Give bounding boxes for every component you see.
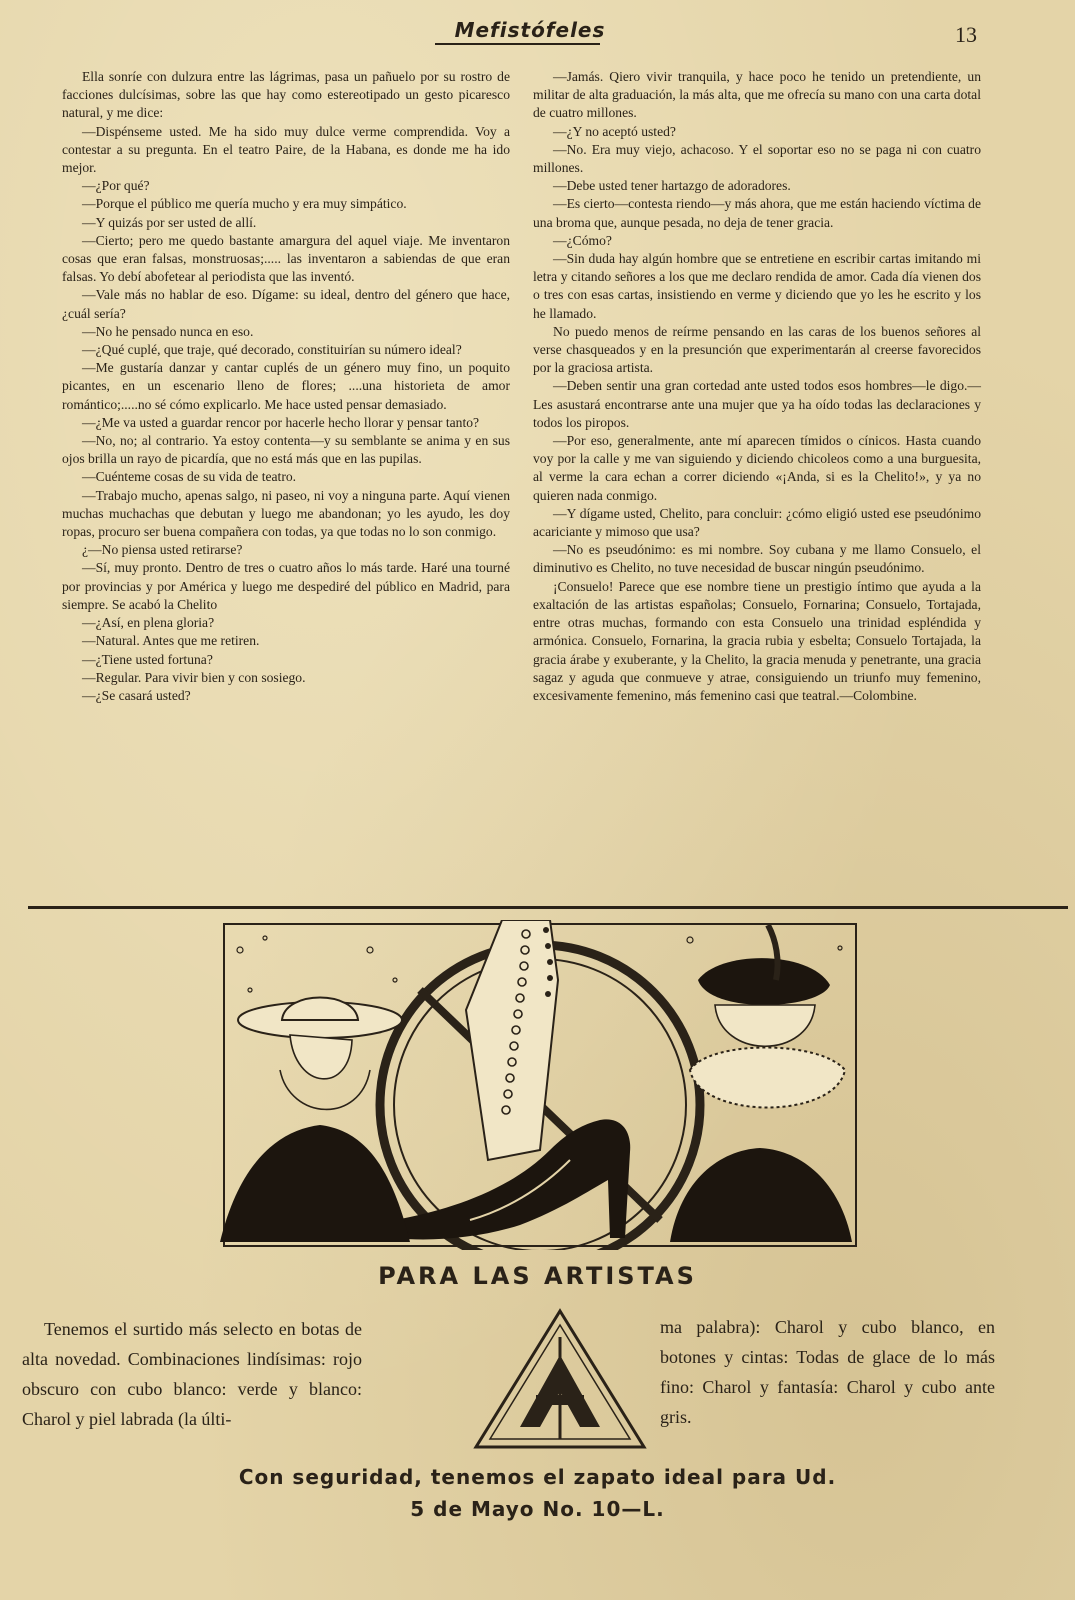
article-column-right: [533, 68, 981, 705]
article-column-left: [62, 68, 510, 705]
paragraph: —No es pseudónimo: es mi nombre. Soy cubana y me llamo Consuelo, el diminutivo es Chelito, no tuve necesidad de buscar ningún pseudónimo.: [533, 542, 981, 576]
paragraph: —No, no; al contrario. Ya estoy contenta—y su semblante se anima y en sus ojos brilla un rayo de picardía, que no está más que en las pupilas.: [62, 433, 510, 467]
paragraph: —¿Se casará usted?: [82, 687, 191, 703]
triangle-logo-icon: [470, 1307, 650, 1452]
masthead: [0, 18, 1075, 48]
paragraph: —Deben sentir una gran cortedad ante usted todos esos hombres—le digo.—Les asustará encontrarse ante una mujer que ya ha oído todas las declaraciones y todos los piropos.: [533, 378, 981, 430]
paragraph: —Vale más no hablar de eso. Dígame: su ideal, dentro del género que hace, ¿cuál sería?: [62, 287, 510, 321]
paragraph: —Cierto; pero me quedo bastante amargura del aquel viaje. Me inventaron cosas que eran falsas, monstruosas;..... las inventaron a sabiendas de que eran falsas. Yo debí abofetear al periodista que las inventó.: [62, 232, 510, 285]
paragraph: —¿Y no aceptó usted?: [553, 123, 676, 139]
ad-address: 5 de Mayo No. 10—L.: [410, 1497, 665, 1521]
paragraph: —No. Era muy viejo, achacoso. Y el soportar eso no se paga ni con cuatro millones.: [533, 141, 981, 176]
paragraph: —Trabajo mucho, apenas salgo, ni paseo, ni voy a ninguna parte. Aquí vienen muchas muchachas que debutan y luego me abandonan; yo les ayudo, les doy ropas, procuro ser buena compañera con todas, ya que todas no lo son conmigo.: [62, 487, 510, 540]
shoe-advertisement: [0, 912, 1075, 1600]
ad-tagline: Con seguridad, tenemos el zapato ideal para Ud.: [238, 1465, 837, 1489]
page-number: 13: [955, 22, 977, 47]
paragraph: No puedo menos de reírme pensando en las caras de los buenos señores al verse chasqueados y en la presunción que experimentarán al creerse favorecidos por la graciosa artista.: [533, 323, 981, 376]
paragraph: —Cuénteme cosas de su vida de teatro.: [82, 469, 297, 485]
paragraph: —Natural. Antes que me retiren.: [82, 633, 260, 649]
section-divider: [28, 906, 1068, 909]
paragraph: —Debe usted tener hartazgo de adoradores.: [553, 178, 791, 194]
paragraph: —Porque el público me quería mucho y era muy simpático.: [82, 196, 407, 212]
ad-text-right: ma palabra): Charol y cubo blanco, en botones y cintas: Todas de glace de lo más fino: Charol y fantasía: Charol y cubo ante gris.: [660, 1317, 995, 1427]
title-underline: [435, 43, 600, 45]
paragraph: —¿Cómo?: [553, 232, 612, 248]
paragraph: Ella sonríe con dulzura entre las lágrimas, pasa un pañuelo por su rostro de facciones dulcísimas, sobre las que hay como estereotipado un gesto picaresco natural, y me dice:: [62, 69, 510, 121]
paragraph: —Y dígame usted, Chelito, para concluir: ¿cómo eligió usted ese pseudónimo acariciante y mimoso que usa?: [533, 505, 981, 540]
paragraph: —¿Qué cuplé, que traje, qué decorado, constituirían su número ideal?: [82, 342, 462, 358]
paragraph: ¡Consuelo! Parece que ese nombre tiene un prestigio íntimo que ayuda a la exaltación de las artistas españolas; Consuelo, Fornarina; Consuelo, Tortajada, entre otras muchas, formando con esta Consuelo una trinidad espléndida y armónica. Consuelo, Fornarina, la gracia rubia y esbelta; Consuelo Tortajada, la gracia árabe y exuberante, y la Chelito, la gracia menuda y penetrante, una gracia sagaz y aguda que conmueve y atrae, consiguiendo un triunfo muy femenino, excesivamente femenino, más femenino casi que teatral.—Colombine.: [533, 578, 981, 703]
shoe-ad-illustration: [220, 920, 860, 1250]
paragraph: —Dispénseme usted. Me ha sido muy dulce verme comprendida. Voy a contestar a su pregunta. En el teatro Paire, de la Habana, es donde me ha ido mejor.: [62, 123, 510, 176]
magazine-title: Mefistófeles: [454, 18, 606, 42]
paragraph: —¿Tiene usted fortuna?: [82, 651, 213, 667]
paragraph: —¿Así, en plena gloria?: [82, 615, 215, 631]
paragraph: —Regular. Para vivir bien y con sosiego.: [82, 669, 306, 685]
paragraph: —Sin duda hay algún hombre que se entretiene en escribir cartas imitando mi letra y citando señores a los que me declaro rendida de amor. Cada día vienen dos o tres con esas cartas, insistiendo en verme y diciendo que yo les he escrito y los he llamado.: [533, 251, 981, 321]
paragraph: ¿—No piensa usted retirarse?: [82, 542, 243, 558]
paragraph: —Jamás. Qiero vivir tranquila, y hace poco he tenido un pretendiente, un militar de alta graduación, la más alta, que me ofrecía su mano con una carta dotal de cuatro millones.: [533, 69, 981, 121]
paragraph: —Por eso, generalmente, ante mí aparecen tímidos o cínicos. Hasta cuando voy por la calle y me van siguiendo y diciendo chicoleos como a una burguesita, al verme la cara echan a correr diciendo «¡Anda, si es la Chelito!», y ya no quieren nada conmigo.: [533, 433, 981, 503]
paragraph: —Sí, muy pronto. Dentro de tres o cuatro años lo más tarde. Haré una tourné por provincias y por América y luego me despediré del público en Madrid, para siempre. Se acabó la Chelito: [62, 560, 510, 612]
paragraph: —¿Por qué?: [82, 178, 150, 194]
ad-heading: PARA LAS ARTISTAS: [378, 1262, 697, 1290]
paragraph: —Y quizás por ser usted de allí.: [82, 214, 257, 230]
paragraph: —Me gustaría danzar y cantar cuplés de un género muy fino, un poquito picantes, en un escenario lleno de flores; ....una historieta de amor romántico;.....no sé cómo explicarlo. Me hace usted pensar demasiado.: [62, 360, 510, 412]
paragraph: —Es cierto—contesta riendo—y más ahora, que me están haciendo víctima de una broma que, aunque pesada, no deja de tener gracia.: [533, 196, 981, 230]
paragraph: —No he pensado nunca en eso.: [82, 323, 254, 339]
ad-text-left: Tenemos el surtido más selecto en botas de alta novedad. Combinaciones lindísimas: rojo obscuro con cubo blanco: verde y blanco: Charol y piel labrada (la últi-: [22, 1319, 362, 1429]
paragraph: —¿Me va usted a guardar rencor por hacerle hecho llorar y pensar tanto?: [82, 414, 480, 430]
